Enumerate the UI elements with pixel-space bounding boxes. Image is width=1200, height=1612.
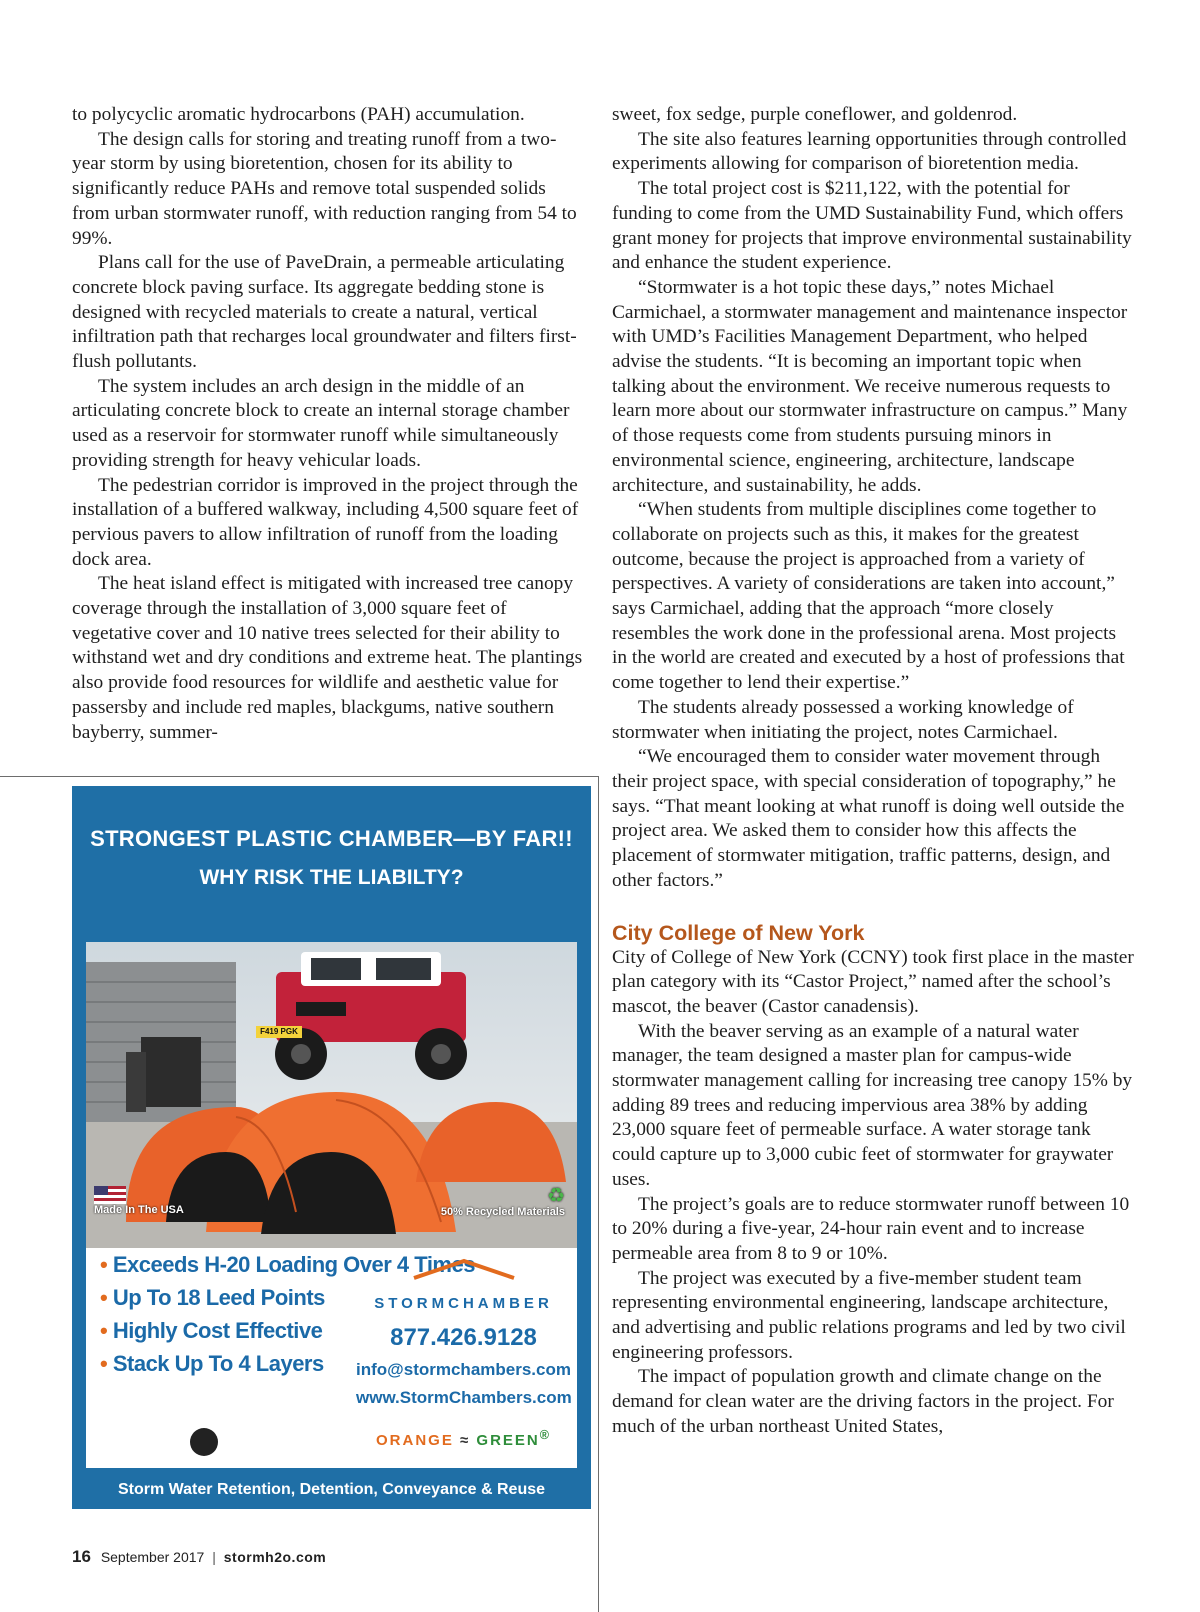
us-flag-icon — [94, 1186, 126, 1204]
orange-green-logo: ORANGE ≈ GREEN® — [376, 1428, 551, 1449]
site-url[interactable]: stormh2o.com — [223, 1549, 327, 1565]
email-link[interactable]: info@stormchambers.com — [356, 1360, 571, 1379]
ad-info-panel — [86, 1248, 577, 1468]
website-link[interactable]: www.StormChambers.com — [356, 1388, 572, 1407]
recycle-icon: ♻ — [547, 1185, 565, 1207]
paragraph: With the beaver serving as an example of a natural water manager, the team designed a master plan for campus-wide stormwater management calling for increasing tree canopy 15% by adding 89 trees and reducing impervious area 38% by adding 23,000 square feet of permeable surface. A water storage tank could capture up to 3,000 cubic feet of stormwater for graywater uses. — [612, 1020, 1133, 1190]
paragraph: City of College of New York (CCNY) took first place in the master plan category with its “Castor Project,” named after the school’s mascot, the beaver (Castor canadensis). — [612, 946, 1134, 1017]
feature-item: • Up To 18 Leed Points — [100, 1285, 325, 1310]
certification-seal-icon — [190, 1428, 218, 1456]
ad-headline: STRONGEST PLASTIC CHAMBER—BY FAR!! — [90, 826, 573, 851]
stormchamber-advertisement[interactable] — [72, 786, 591, 1509]
paragraph: The system includes an arch design in the middle of an articulating concrete block to create an internal storage chamber used as a reservoir for stormwater runoff while simultaneously providing strength for heavy vehicular loads. — [72, 375, 570, 471]
paragraph: The impact of population growth and climate change on the demand for clean water are the driving factors in the project. For much of the urban northeast United States, — [612, 1366, 1114, 1437]
issue-date: September 2017 — [100, 1549, 205, 1565]
phone-link[interactable]: 877.426.9128 — [390, 1324, 537, 1351]
license-plate: F419 PGK — [256, 1026, 302, 1038]
article-left-column — [72, 103, 584, 745]
paragraph: The pedestrian corridor is improved in the project through the installation of a buffered walkway, including 4,500 square feet of pervious pavers to allow infiltration of runoff from the loading dock area. — [72, 474, 579, 570]
paragraph: The project’s goals are to reduce stormwater runoff between 10 to 20% during a five-year, 24-hour rain event and to increase permeable area from 8 to 9 or 10%. — [612, 1193, 1130, 1264]
paragraph: “When students from multiple disciplines come together to collaborate on projects such as this, it makes for the greatest outcome, because the project is approached from a variety of perspectives. A variety of considerations are taken into account,” says Carmichael, adding that the approach “more closely resembles the work done in the professional arena. Most projects in the world are created and executed by a host of professions that come together to lend their expertise.” — [612, 499, 1125, 694]
chamber-arch-logo-icon — [409, 1258, 519, 1280]
paragraph: The design calls for storing and treating runoff from a two-year storm by using bioretention, chosen for its ability to significantly reduce PAHs and remove total suspended solids from urban stormwater runoff, with reduction ranging from 54 to 99%. — [72, 128, 577, 249]
stormchamber-logo-block — [356, 1258, 571, 1449]
paragraph: “We encouraged them to consider water movement through their project space, with special consideration of topography,” he says. “That meant looking at what runoff is doing well outside the project area. We asked them to consider how this affects the placement of stormwater mitigation, traffic patterns, design, and other factors.” — [612, 746, 1125, 891]
made-in-usa-label: Made In The USA — [94, 1204, 184, 1216]
paragraph: Plans call for the use of PaveDrain, a permeable articulating concrete block paving surface. Its aggregate bedding stone is designed with recycled materials to create a natural, vertical infiltration path that recharges local groundwater and filters first-flush pollutants. — [72, 252, 577, 373]
paragraph: The total project cost is $211,122, with the potential for funding to come from the UMD Sustainability Fund, which offers grant money for projects that improve environmental sustainability and enhance the student experience. — [612, 178, 1132, 274]
feature-item: • Exceeds H-20 Loading Over 4 Times — [100, 1252, 475, 1277]
recycled-label: 50% Recycled Materials — [440, 1206, 565, 1218]
paragraph: The students already possessed a working knowledge of stormwater when initiating the project, notes Carmichael. — [612, 696, 1074, 743]
ad-border-right — [598, 776, 599, 1612]
ad-subheadline: WHY RISK THE LIABILTY? — [199, 866, 464, 889]
article-right-column — [612, 103, 1134, 1440]
feature-item: • Stack Up To 4 Layers — [100, 1351, 324, 1376]
paragraph: “Stormwater is a hot topic these days,” notes Michael Carmichael, a stormwater management and maintenance inspector with UMD’s Facilities Management Department, who helped advise the students. “It is becoming an important topic when talking about the environment. We receive numerous requests to learn more about our stormwater infrastructure on campus.” Many of those requests come from students pursuing minors in environmental science, engineering, architecture, landscape architecture, and sustainability, he adds. — [612, 276, 1128, 496]
feature-item: • Highly Cost Effective — [100, 1318, 323, 1343]
paragraph: sweet, fox sedge, purple coneflower, and goldenrod. — [612, 104, 1018, 125]
section-heading: City College of New York — [612, 920, 865, 945]
ad-tagline: Storm Water Retention, Detention, Conveyance & Reuse — [117, 1481, 546, 1498]
paragraph: The heat island effect is mitigated with increased tree canopy coverage through the installation of 3,000 square feet of vegetative cover and 10 native trees selected for their ability to withstand wet and dry conditions and extreme heat. The plantings also provide food resources for wildlife and aesthetic value for passersby and include red maples, blackgums, native southern bayberry, summer- — [72, 573, 583, 743]
paragraph: to polycyclic aromatic hydrocarbons (PAH) accumulation. — [72, 104, 525, 125]
ad-border-top — [0, 776, 598, 777]
brand-name: STORMCHAMBER — [374, 1295, 553, 1312]
page-number: 16 — [72, 1547, 91, 1566]
paragraph: The site also features learning opportunities through controlled experiments allowing for comparison of bioretention media. — [612, 128, 1127, 175]
footer-separator: | — [212, 1549, 216, 1565]
paragraph: The project was executed by a five-member student team representing environmental engineering, landscape architecture, and advertising and public relations programs and led by two civil engineering professors. — [612, 1267, 1126, 1363]
page-footer — [72, 1547, 326, 1567]
